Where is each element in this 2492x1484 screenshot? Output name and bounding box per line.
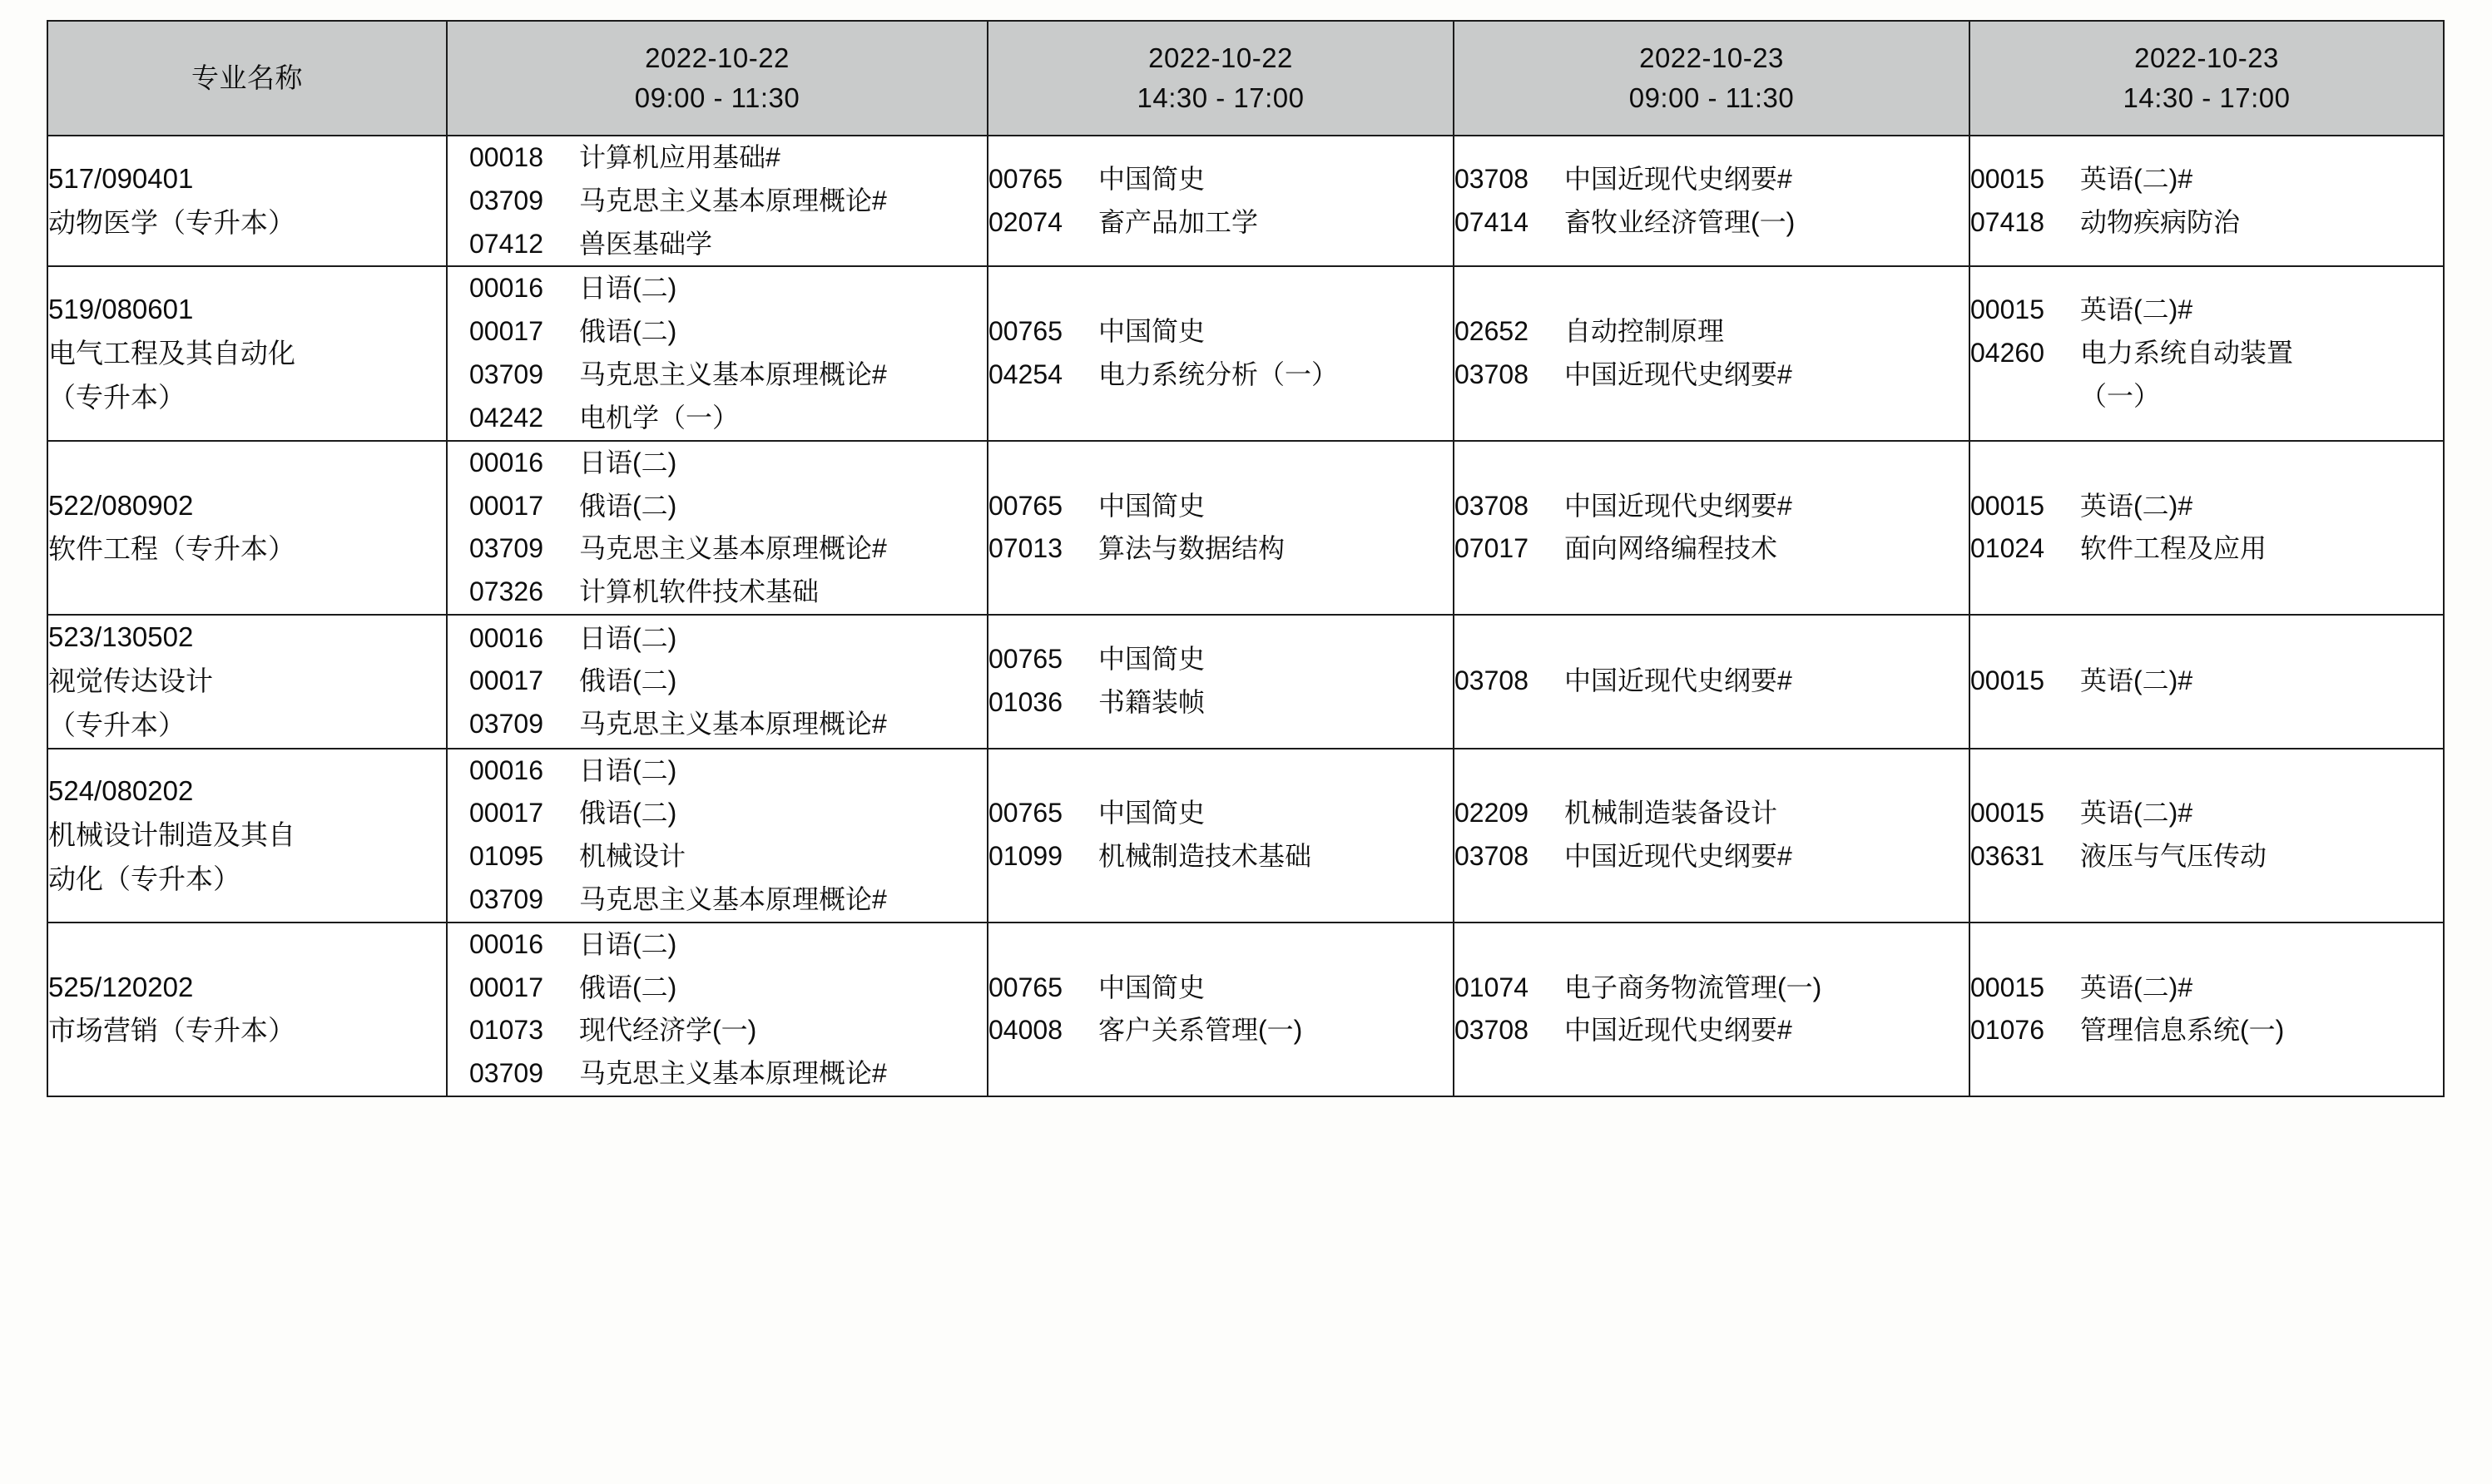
course-code: 00765	[988, 644, 1063, 675]
course-name: 现代经济学(一)	[579, 1015, 757, 1046]
table-row	[47, 749, 2444, 923]
course-name: 中国简史	[1098, 644, 1206, 675]
course-entry	[1970, 660, 2443, 703]
course-entry	[988, 835, 1453, 878]
course-entry	[1970, 835, 2443, 878]
course-cell-2	[988, 749, 1454, 923]
course-code: 03708	[1454, 665, 1528, 696]
course-entry	[469, 354, 987, 397]
course-code: 00015	[1970, 665, 2044, 696]
course-code: 01073	[469, 1015, 543, 1046]
course-entry	[469, 527, 987, 571]
table-row	[47, 136, 2444, 266]
course-name: 算法与数据结构	[1098, 533, 1286, 564]
course-entry	[988, 310, 1453, 354]
course-name: 软件工程及应用	[2080, 533, 2267, 564]
course-code: 00016	[469, 622, 543, 653]
course-entry	[469, 1009, 987, 1052]
course-name: 面向网络编程技术	[1564, 533, 1778, 564]
course-name: 中国近现代史纲要#	[1564, 1015, 1792, 1046]
course-entry	[469, 835, 987, 878]
table-row	[47, 615, 2444, 748]
course-code: 03708	[1454, 490, 1528, 521]
course-cell-4	[1969, 615, 2444, 748]
course-name: 日语(二)	[579, 754, 677, 785]
course-name-cont: （一）	[2080, 381, 2161, 412]
course-entry	[469, 223, 987, 266]
course-name: 自动控制原理	[1564, 316, 1725, 347]
course-name: 马克思主义基本原理概论#	[579, 533, 887, 564]
course-code: 04008	[988, 1015, 1063, 1046]
course-code: 01036	[988, 687, 1063, 718]
table-row	[47, 923, 2444, 1096]
course-code: 01074	[1454, 972, 1528, 1002]
course-entry	[469, 442, 987, 485]
course-entry	[1454, 158, 1969, 201]
column-header-session-2	[988, 21, 1454, 136]
course-name: 马克思主义基本原理概论#	[579, 359, 887, 390]
course-code: 07017	[1454, 533, 1528, 564]
course-entry	[1970, 967, 2443, 1010]
column-header-major-line1: 专业名称	[191, 62, 303, 94]
course-name: 机械制造技术基础	[1098, 841, 1312, 872]
course-entry	[1970, 201, 2443, 245]
course-entry	[1454, 485, 1969, 528]
course-name: 中国近现代史纲要#	[1564, 490, 1792, 521]
course-entry	[1454, 967, 1969, 1010]
course-entry	[1970, 527, 2443, 571]
course-code: 00765	[988, 316, 1063, 347]
course-code: 00015	[1970, 798, 2044, 829]
course-name: 马克思主义基本原理概论#	[579, 185, 887, 215]
exam-schedule-table	[47, 20, 2445, 1097]
course-code: 00765	[988, 798, 1063, 829]
course-name: 日语(二)	[579, 622, 677, 653]
course-name: 液压与气压传动	[2080, 841, 2267, 872]
course-entry	[1970, 289, 2443, 332]
major-code: 523/130502	[48, 621, 194, 653]
course-code: 04242	[469, 402, 543, 433]
course-cell-4	[1969, 266, 2444, 440]
course-code: 03709	[469, 709, 543, 740]
course-code: 00015	[1970, 163, 2044, 194]
course-name: 俄语(二)	[579, 798, 677, 829]
course-name: 日语(二)	[579, 928, 677, 959]
course-entry	[1454, 1009, 1969, 1052]
course-code: 00016	[469, 754, 543, 785]
course-entry	[469, 136, 987, 180]
course-code: 03631	[1970, 841, 2044, 872]
course-name: 英语(二)#	[2080, 163, 2193, 194]
course-name: 俄语(二)	[579, 490, 677, 521]
course-name: 电机学（一）	[579, 402, 740, 433]
major-name-line2: （专升本）	[48, 709, 186, 740]
column-header-session-1-date: 2022-10-22	[645, 42, 790, 74]
column-header-session-3	[1454, 21, 1969, 136]
course-code: 00765	[988, 490, 1063, 521]
course-code: 02209	[1454, 798, 1528, 829]
course-code: 00017	[469, 972, 543, 1002]
course-name: 俄语(二)	[579, 316, 677, 347]
course-name: 书籍装帧	[1098, 687, 1206, 718]
course-code: 01095	[469, 841, 543, 872]
course-cell-3	[1454, 615, 1969, 748]
course-code: 00017	[469, 316, 543, 347]
course-cell-3	[1454, 266, 1969, 440]
course-name: 日语(二)	[579, 447, 677, 477]
course-name: 俄语(二)	[579, 665, 677, 696]
major-code: 517/090401	[48, 162, 194, 194]
course-entry	[1454, 354, 1969, 397]
major-cell	[47, 615, 447, 748]
course-cell-2	[988, 615, 1454, 748]
major-name-line2: （专升本）	[48, 381, 186, 413]
course-entry	[1970, 1009, 2443, 1052]
course-entry	[469, 267, 987, 310]
course-name: 中国简史	[1098, 490, 1206, 521]
course-entry	[988, 485, 1453, 528]
course-name: 电力系统自动装置	[2080, 338, 2294, 369]
course-entry	[1970, 485, 2443, 528]
course-entry	[469, 967, 987, 1010]
exam-schedule-table-wrapper	[47, 20, 2443, 1097]
course-code: 03709	[469, 883, 543, 914]
table-header-row	[47, 21, 2444, 136]
major-cell	[47, 136, 447, 266]
course-entry	[1454, 201, 1969, 245]
course-name: 中国简史	[1098, 798, 1206, 829]
major-name: 视觉传达设计	[48, 665, 213, 696]
course-entry	[469, 617, 987, 660]
table-row	[47, 266, 2444, 440]
course-code: 00016	[469, 273, 543, 304]
course-code: 07412	[469, 228, 543, 259]
course-entry	[988, 354, 1453, 397]
major-name: 机械设计制造及其自	[48, 819, 295, 850]
course-code: 04260	[1970, 338, 2044, 369]
course-entry	[469, 310, 987, 354]
course-name: 管理信息系统(一)	[2080, 1015, 2285, 1046]
course-entry	[469, 1052, 987, 1096]
course-name: 马克思主义基本原理概论#	[579, 883, 887, 914]
course-code: 03708	[1454, 359, 1528, 390]
table-row	[47, 441, 2444, 615]
course-name: 马克思主义基本原理概论#	[579, 1058, 887, 1089]
course-code: 00017	[469, 798, 543, 829]
course-cell-1	[447, 266, 988, 440]
course-entry	[469, 792, 987, 835]
major-cell	[47, 266, 447, 440]
course-entry	[988, 1009, 1453, 1052]
course-entry	[988, 527, 1453, 571]
course-code: 02074	[988, 206, 1063, 237]
course-entry	[988, 792, 1453, 835]
course-cell-1	[447, 136, 988, 266]
course-code: 07414	[1454, 206, 1528, 237]
course-entry	[469, 878, 987, 922]
course-code: 00016	[469, 928, 543, 959]
course-name: 中国近现代史纲要#	[1564, 665, 1792, 696]
course-name: 英语(二)#	[2080, 294, 2193, 325]
course-entry	[1454, 660, 1969, 703]
course-entry	[1454, 835, 1969, 878]
course-name: 机械制造装备设计	[1564, 798, 1778, 829]
course-code: 00015	[1970, 972, 2044, 1002]
course-code: 00765	[988, 972, 1063, 1002]
column-header-session-1	[447, 21, 988, 136]
course-name: 俄语(二)	[579, 972, 677, 1002]
course-entry	[469, 749, 987, 793]
course-name: 计算机软件技术基础	[579, 576, 820, 607]
course-entry	[469, 660, 987, 703]
major-name-line2: 动化（专升本）	[48, 863, 240, 894]
course-name: 中国近现代史纲要#	[1564, 163, 1792, 194]
course-cell-4	[1969, 923, 2444, 1096]
course-entry	[1970, 158, 2443, 201]
course-entry	[988, 967, 1453, 1010]
course-entry	[1454, 792, 1969, 835]
column-header-session-3-time: 09:00 - 11:30	[1628, 82, 1795, 113]
course-cell-2	[988, 441, 1454, 615]
course-name: 英语(二)#	[2080, 490, 2193, 521]
column-header-session-4-time: 14:30 - 17:00	[2123, 82, 2291, 113]
course-name: 兽医基础学	[579, 228, 713, 259]
course-name: 中国简史	[1098, 972, 1206, 1002]
course-name: 英语(二)#	[2080, 665, 2193, 696]
course-code: 07326	[469, 576, 543, 607]
course-code: 00017	[469, 490, 543, 521]
course-code: 01099	[988, 841, 1063, 872]
course-cell-2	[988, 136, 1454, 266]
course-cell-2	[988, 266, 1454, 440]
column-header-session-1-time: 09:00 - 11:30	[634, 82, 800, 113]
course-cell-1	[447, 749, 988, 923]
course-entry	[1454, 310, 1969, 354]
course-name: 英语(二)#	[2080, 972, 2193, 1002]
major-name: 软件工程（专升本）	[48, 533, 295, 565]
major-cell	[47, 923, 447, 1096]
course-cell-3	[1454, 749, 1969, 923]
course-code: 03708	[1454, 163, 1528, 194]
course-code: 03709	[469, 185, 543, 215]
course-name: 客户关系管理(一)	[1098, 1015, 1303, 1046]
table-body	[47, 136, 2444, 1096]
column-header-session-2-time: 14:30 - 17:00	[1137, 82, 1305, 113]
course-code: 03709	[469, 533, 543, 564]
course-code: 04254	[988, 359, 1063, 390]
table-header	[47, 21, 2444, 136]
course-entry	[1970, 792, 2443, 835]
course-cell-1	[447, 923, 988, 1096]
course-code: 03708	[1454, 841, 1528, 872]
course-name: 中国近现代史纲要#	[1564, 841, 1792, 872]
course-name: 马克思主义基本原理概论#	[579, 709, 887, 740]
course-code: 00016	[469, 447, 543, 477]
column-header-session-2-date: 2022-10-22	[1148, 42, 1293, 74]
course-cell-4	[1969, 136, 2444, 266]
course-name: 畜产品加工学	[1098, 206, 1259, 237]
course-code: 01076	[1970, 1015, 2044, 1046]
course-name: 电子商务物流管理(一)	[1564, 972, 1822, 1002]
course-entry	[1970, 332, 2443, 375]
course-code: 00017	[469, 665, 543, 696]
course-name: 机械设计	[579, 841, 686, 872]
major-code: 522/080902	[48, 489, 194, 521]
course-name: 中国近现代史纲要#	[1564, 359, 1792, 390]
course-code: 00015	[1970, 490, 2044, 521]
course-entry	[469, 485, 987, 528]
major-name: 动物医学（专升本）	[48, 206, 295, 238]
major-name: 市场营销（专升本）	[48, 1015, 295, 1046]
course-code: 03709	[469, 1058, 543, 1089]
course-cell-2	[988, 923, 1454, 1096]
major-code: 524/080202	[48, 774, 194, 806]
column-header-session-3-date: 2022-10-23	[1639, 42, 1784, 74]
course-name: 日语(二)	[579, 273, 677, 304]
major-cell	[47, 441, 447, 615]
course-code: 00765	[988, 163, 1063, 194]
column-header-session-4	[1969, 21, 2444, 136]
course-entry	[988, 158, 1453, 201]
column-header-session-4-date: 2022-10-23	[2134, 42, 2279, 74]
course-entry	[469, 703, 987, 746]
course-entry	[988, 681, 1453, 725]
course-code: 00015	[1970, 294, 2044, 325]
course-entry	[469, 923, 987, 967]
course-code: 03709	[469, 359, 543, 390]
course-name: 中国简史	[1098, 163, 1206, 194]
course-code: 07418	[1970, 206, 2044, 237]
course-cell-4	[1969, 749, 2444, 923]
course-entry	[469, 180, 987, 223]
course-entry	[988, 201, 1453, 245]
course-entry	[988, 638, 1453, 681]
course-entry	[469, 397, 987, 440]
major-name: 电气工程及其自动化	[48, 337, 295, 369]
course-cell-1	[447, 615, 988, 748]
course-cell-3	[1454, 441, 1969, 615]
course-name: 电力系统分析（一）	[1098, 359, 1339, 390]
course-code: 07013	[988, 533, 1063, 564]
course-code: 00018	[469, 142, 543, 172]
course-cell-1	[447, 441, 988, 615]
course-name: 中国简史	[1098, 316, 1206, 347]
course-name: 动物疾病防治	[2080, 206, 2241, 237]
course-cell-3	[1454, 923, 1969, 1096]
course-code: 03708	[1454, 1015, 1528, 1046]
major-code: 525/120202	[48, 971, 194, 1002]
course-code: 01024	[1970, 533, 2044, 564]
course-cell-4	[1969, 441, 2444, 615]
course-cell-3	[1454, 136, 1969, 266]
course-name: 畜牧业经济管理(一)	[1564, 206, 1796, 237]
major-code: 519/080601	[48, 293, 194, 324]
course-entry	[469, 571, 987, 614]
column-header-major	[47, 21, 447, 136]
course-entry	[1454, 527, 1969, 571]
course-name: 计算机应用基础#	[579, 142, 780, 172]
course-code: 02652	[1454, 316, 1528, 347]
major-cell	[47, 749, 447, 923]
course-name: 英语(二)#	[2080, 798, 2193, 829]
